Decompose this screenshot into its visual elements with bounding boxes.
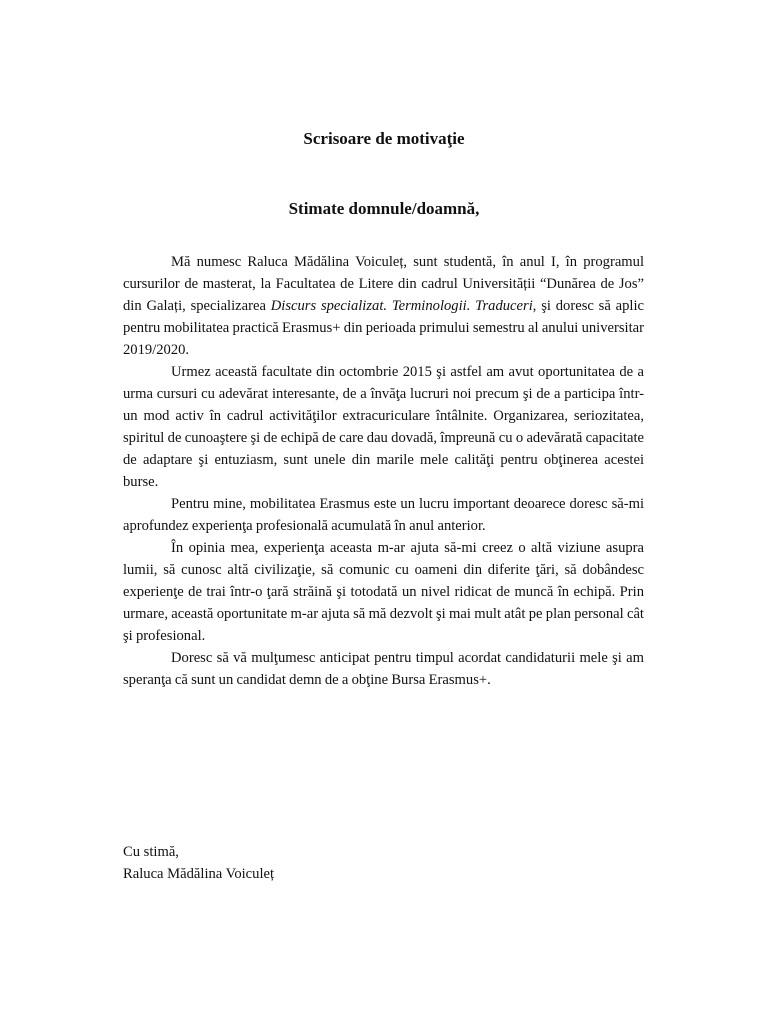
specialization-name: Discurs specializat. Terminologii. Traduceri bbox=[270, 298, 533, 314]
paragraph-background: Urmez această facultate din octombrie 2015 şi astfel am avut oportunitatea de a urma cursuri cu adevărat interesante, de a învăţa lucruri noi precum şi de a participa într-un mod activ în cadrul activităţilor extracuriculare întâlnite. Organizarea, seriozitatea, spiritul de cunoaştere şi de echipă de care dau dovadă, împreună cu o adevărată capacitate de adaptare şi entuziasm, sunt unele din marile mele calităţi pentru obţinerea acestei burse. bbox=[123, 364, 644, 490]
closing-block bbox=[123, 841, 274, 885]
paragraph-introduction-text-end: , şi doresc să aplic pentru mobilitatea practică Erasmus+ din perioada primului semestru al anului universitar 2019/2020. bbox=[123, 298, 644, 358]
paragraph-importance: Pentru mine, mobilitatea Erasmus este un lucru important deoarece doresc să-mi aprofundez experienţa profesională acumulată în anul anterior. bbox=[123, 496, 644, 534]
paragraph-opinion: În opinia mea, experienţa aceasta m-ar ajuta să-mi creez o altă viziune asupra lumii, să cunosc altă civilizaţie, să comunic cu oameni din diferite ţări, să dobândesc experienţe de trai într-o ţară străină şi totodată un nivel ridicat de muncă în echipă. Prin urmare, această oportunitate m-ar ajuta să mă dezvolt şi mai mult atât pe plan personal cât şi profesional. bbox=[123, 540, 644, 644]
paragraph-introduction-text-start: Mă numesc Raluca Mădălina Voiculeț, sunt studentă, în anul I, în programul cursurilor de masterat, la Facultatea de Litere din cadrul Universității “Dunărea de Jos” din Galați, specializarea bbox=[123, 254, 644, 314]
letter-title: Scrisoare de motivaţie bbox=[303, 129, 465, 148]
salutation: Stimate domnule/doamnă, bbox=[288, 199, 480, 218]
letter-body bbox=[123, 251, 644, 691]
paragraph-introduction bbox=[123, 251, 644, 361]
signature-name: Raluca Mădălina Voiculeț bbox=[123, 866, 275, 882]
paragraph-thanks: Doresc să vă mulţumesc anticipat pentru timpul acordat candidaturii mele şi am speranţa că sunt un candidat demn de a obţine Bursa Erasmus+. bbox=[123, 650, 644, 688]
closing-phrase: Cu stimă, bbox=[123, 844, 179, 860]
